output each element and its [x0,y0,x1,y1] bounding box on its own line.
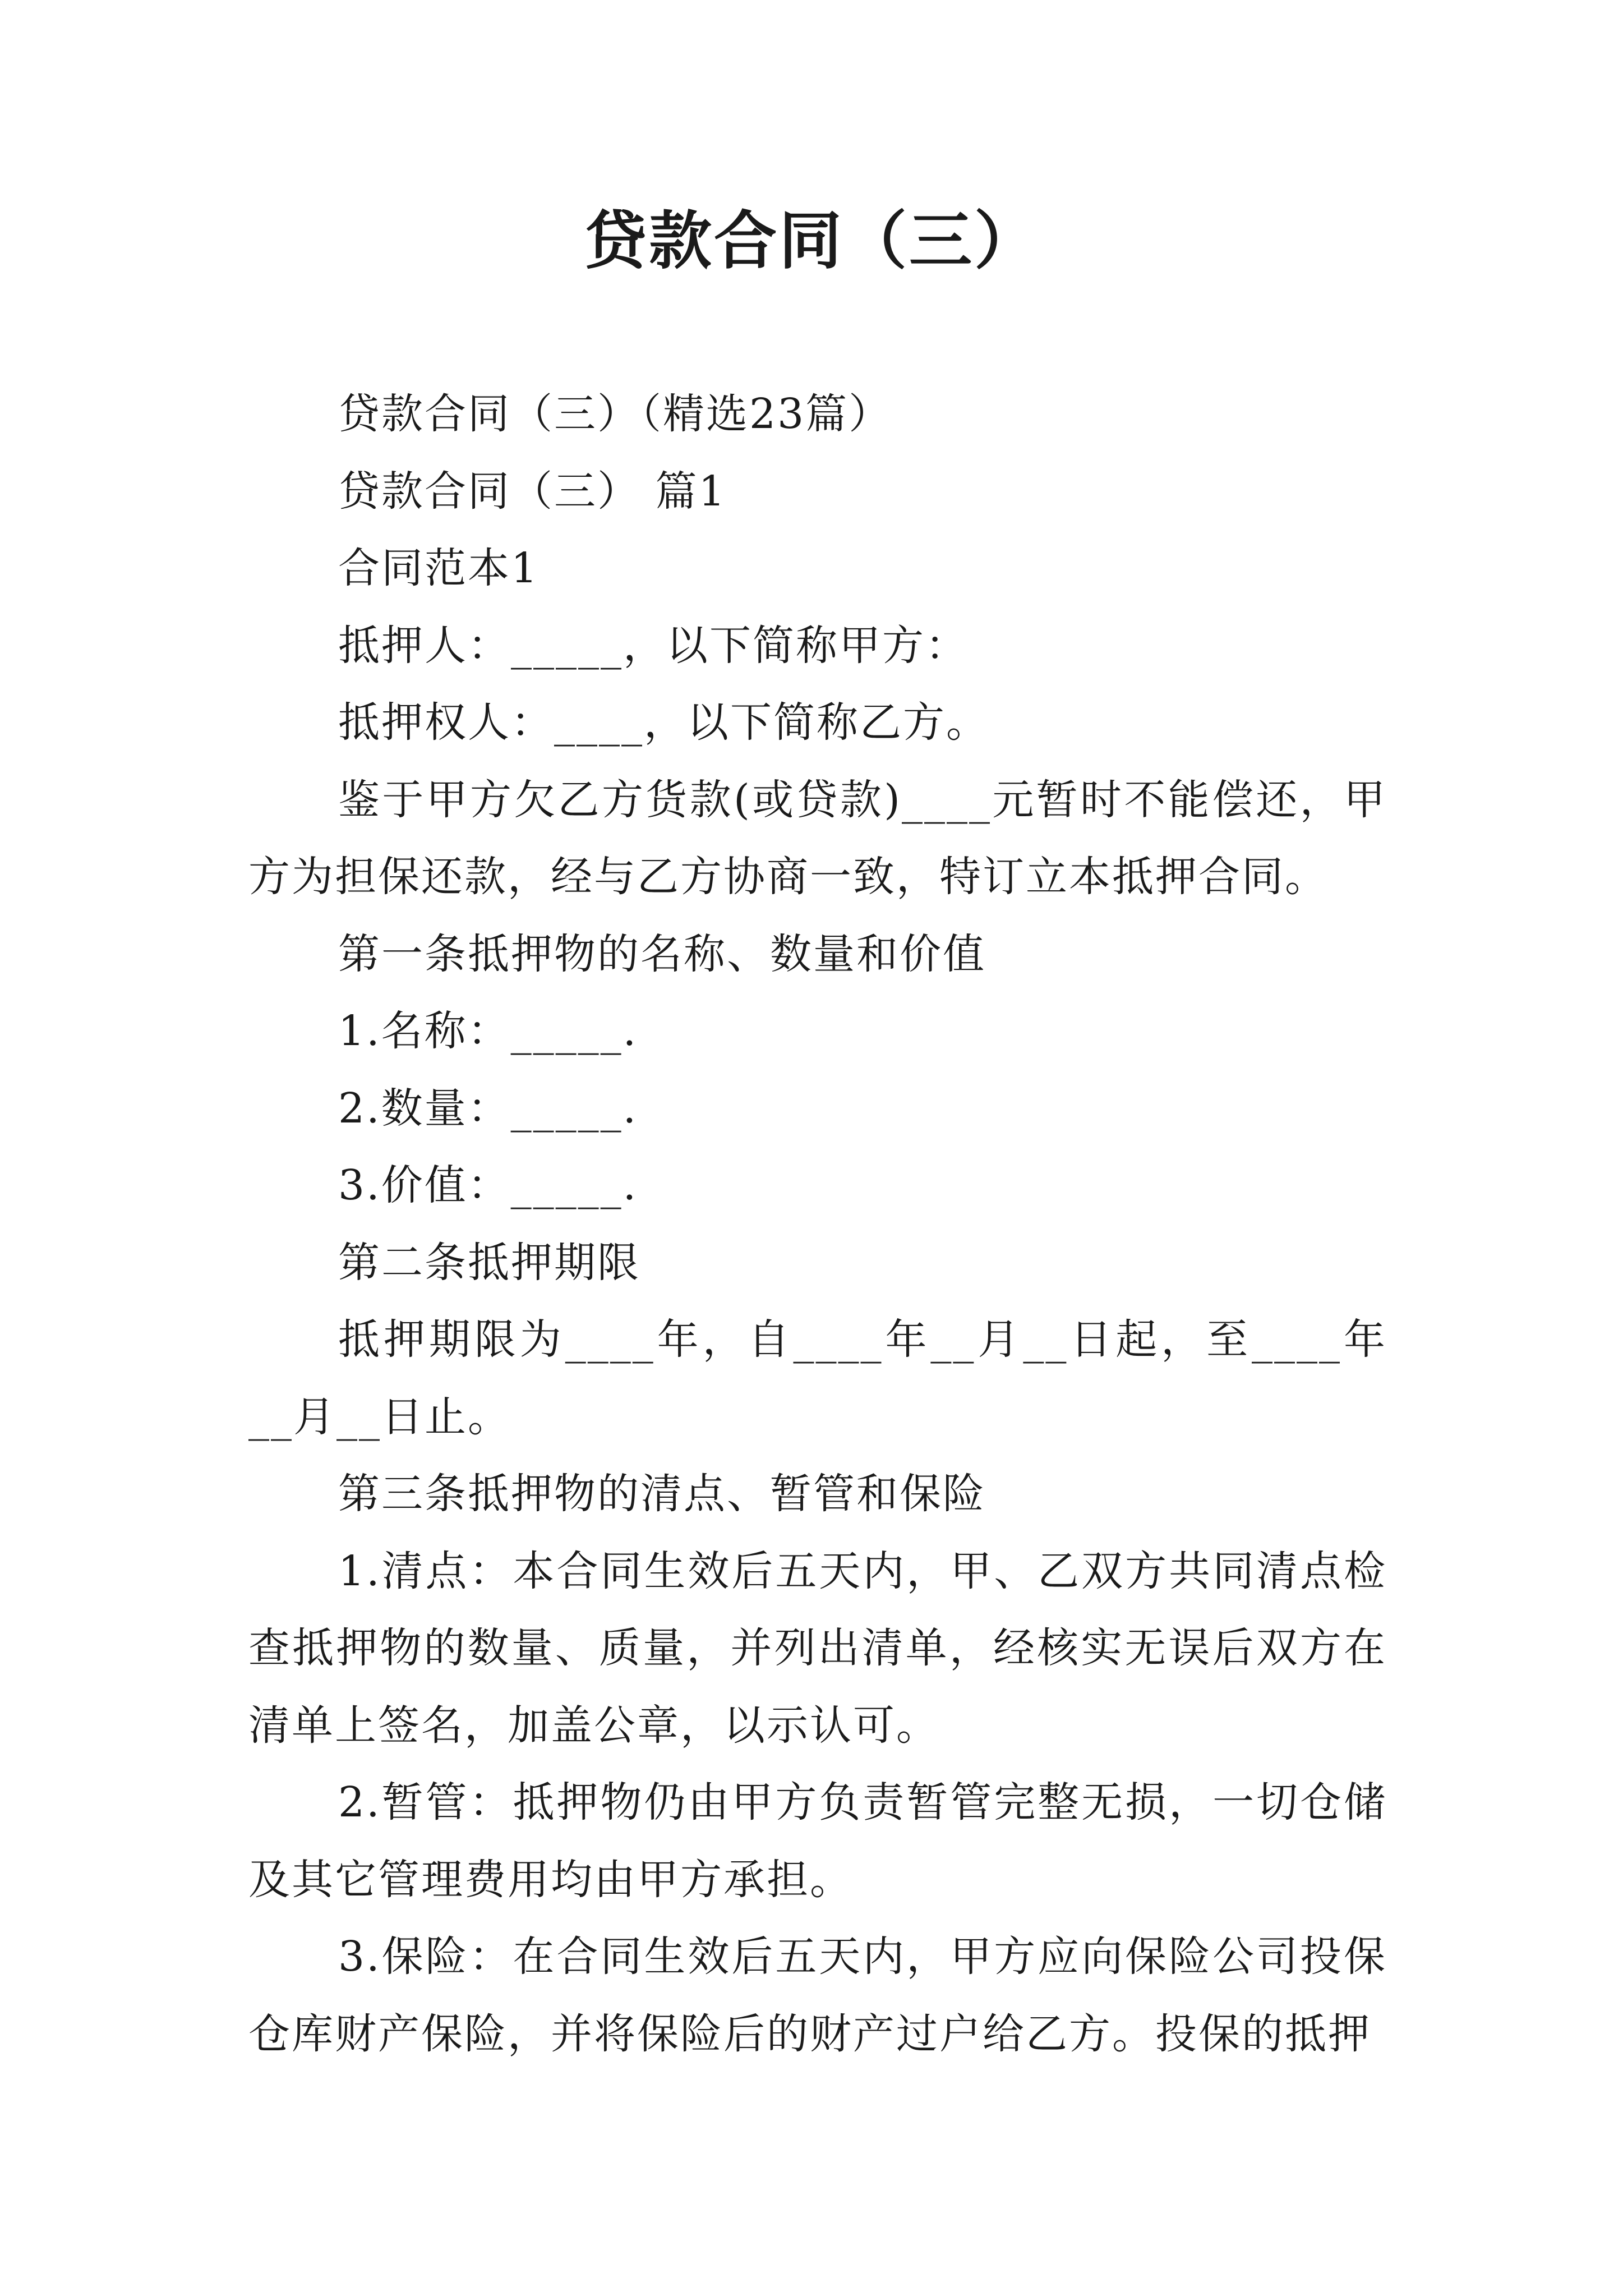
paragraph: 贷款合同（三）（精选23篇） [338,390,892,438]
paragraph: 第二条抵押期限 [338,1238,640,1287]
paragraph: 抵押权人：____，以下简称乙方。 [338,698,989,747]
document-title: 贷款合同（三） [584,205,1039,278]
document-body [248,376,1387,2073]
paragraph: 抵押期限为____年，自____年__月__日起，至____年__月__日止。 [248,1315,1387,1441]
paragraph: 合同范本1 [338,544,540,592]
paragraph: 2.暂管：抵押物仍由甲方负责暂管完整无损，一切仓储及其它管理费用均由甲方承担。 [248,1778,1387,1904]
paragraph: 3.保险：在合同生效后五天内，甲方应向保险公司投保仓库财产保险，并将保险后的财产过户给乙方。投保的抵押 [248,1932,1387,2058]
paragraph: 第一条抵押物的名称、数量和价值 [338,930,986,978]
paragraph: 1.名称：_____. [338,1007,638,1055]
paragraph: 抵押人：_____，以下简称甲方： [338,621,969,670]
paragraph: 贷款合同（三） 篇1 [338,467,727,516]
paragraph: 3.价值：_____. [338,1161,638,1209]
paragraph: 第三条抵押物的清点、暂管和保险 [338,1470,986,1518]
paragraph: 1.清点：本合同生效后五天内，甲、乙双方共同清点检查抵押物的数量、质量，并列出清单，经核实无误后双方在清单上签名，加盖公章，以示认可。 [248,1547,1387,1750]
paragraph: 2.数量：_____. [338,1084,638,1133]
paragraph: 鉴于甲方欠乙方货款(或贷款)____元暂时不能偿还，甲方为担保还款，经与乙方协商一致，特订立本抵押合同。 [248,775,1387,901]
